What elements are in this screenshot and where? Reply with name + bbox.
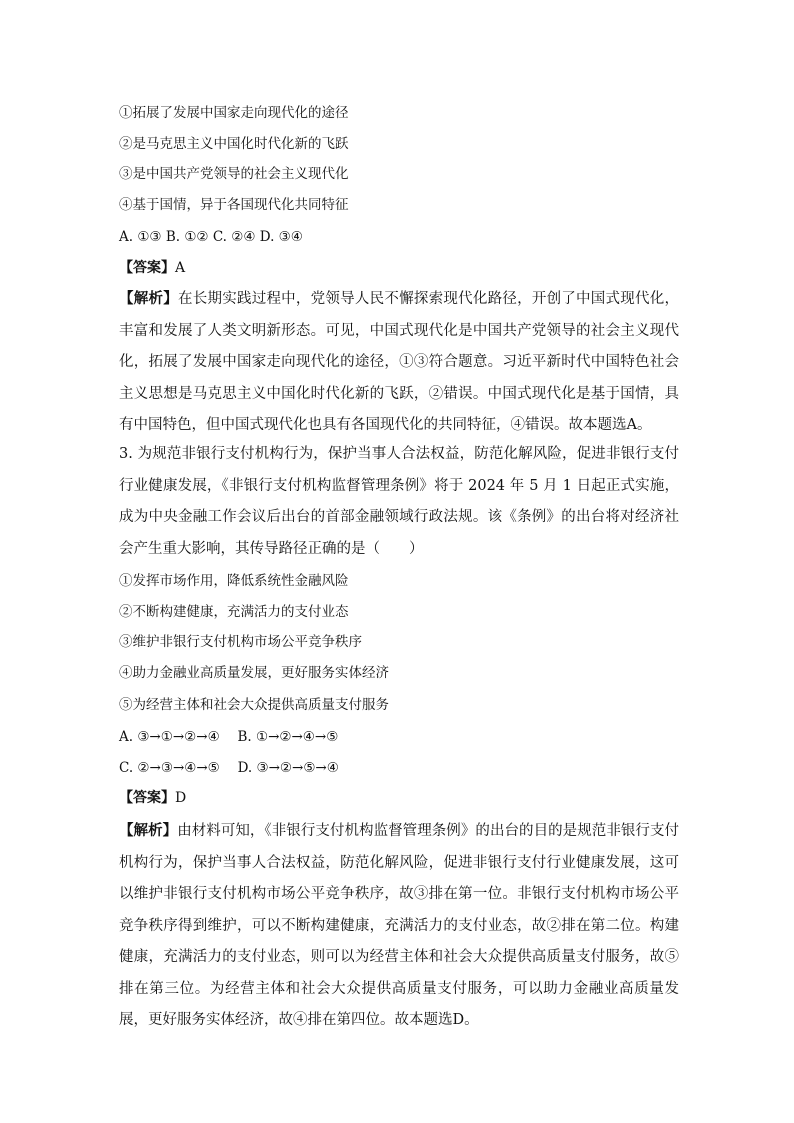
- q3-option-5: ⑤为经营主体和社会大众提供高质量支付服务: [119, 697, 389, 713]
- q3-option-4: ④助力金融业高质量发展，更好服务实体经济: [119, 665, 389, 681]
- q3-analysis: [119, 815, 679, 1037]
- q3-option-3: ③维护非银行支付机构市场公平竞争秩序: [119, 634, 362, 650]
- q3-option-2: ②不断构建健康，充满活力的支付业态: [119, 604, 349, 620]
- q3-answer-tag: 【答案】: [119, 790, 175, 806]
- q3-choices-row2: C. ②→③→④→⑤ D. ③→②→⑤→④: [119, 760, 339, 776]
- q2-answer-value: A: [175, 260, 186, 276]
- q3-answer: [119, 790, 186, 806]
- q2-option-1: ①拓展了发展中国家走向现代化的途径: [119, 105, 349, 121]
- q2-analysis: [119, 283, 679, 442]
- q3-analysis-text: 由材料可知，《非银行支付机构监督管理条例》的出台的目的是规范非银行支付机构行为，保护当事人合法权益，防范化解风险，促进非银行支付行业健康发展，这可以维护非银行支付机构市场公平竞争秩序，故③排在第一位。非银行支付机构市场公平竞争秩序得到维护，可以不断构建健康，充满活力的支付业态，故②排在第二位。构建健康，充满活力的支付业态，则可以为经营主体和社会大众提供高质量支付服务，故⑤排在第三位。为经营主体和社会大众提供高质量支付服务，可以助力金融业高质量发展，更好服务实体经济，故④排在第四位。故本题选D。: [119, 823, 680, 1028]
- q3-option-1: ①发挥市场作用，降低系统性金融风险: [119, 573, 349, 589]
- q2-choices: A. ①③ B. ①② C. ②④ D. ③④: [119, 229, 303, 245]
- q3-choices-row1: A. ③→①→②→④ B. ①→②→④→⑤: [119, 729, 339, 745]
- q3-answer-value: D: [175, 790, 187, 806]
- q2-answer: [119, 260, 185, 276]
- q2-option-4: ④基于国情，异于各国现代化共同特征: [119, 197, 349, 213]
- q2-answer-tag: 【答案】: [119, 260, 175, 276]
- q3-analysis-tag: 【解析】: [119, 822, 178, 839]
- q2-analysis-text: 在长期实践过程中，党领导人民不懈探索现代化路径，开创了中国式现代化，丰富和发展了人类文明新形态。可见，中国式现代化是中国共产党领导的社会主义现代化，拓展了发展中国家走向现代化的途径，①③符合题意。习近平新时代中国特色社会主义思想是马克思主义中国化时代化新的飞跃，②错误。中国式现代化是基于国情，具有中国特色，但中国式现代化也具有各国现代化的共同特征，④错误。故本题选A。: [119, 291, 680, 433]
- q2-option-3: ③是中国共产党领导的社会主义现代化: [119, 166, 349, 182]
- q3-stem: 3. 为规范非银行支付机构行为，保护当事人合法权益，防范化解风险，促进非银行支付行业健康发展，《非银行支付机构监督管理条例》将于 2024 年 5 月 1 日起正式实施，成为中央金融工作会议后出台的首部金融领域行政法规。该《条例》的出台将对经济社会产生重大影响，其传导路径正确的是（ ）: [119, 446, 679, 557]
- q2-option-2: ②是马克思主义中国化时代化新的飞跃: [119, 136, 349, 152]
- q2-analysis-tag: 【解析】: [119, 290, 178, 307]
